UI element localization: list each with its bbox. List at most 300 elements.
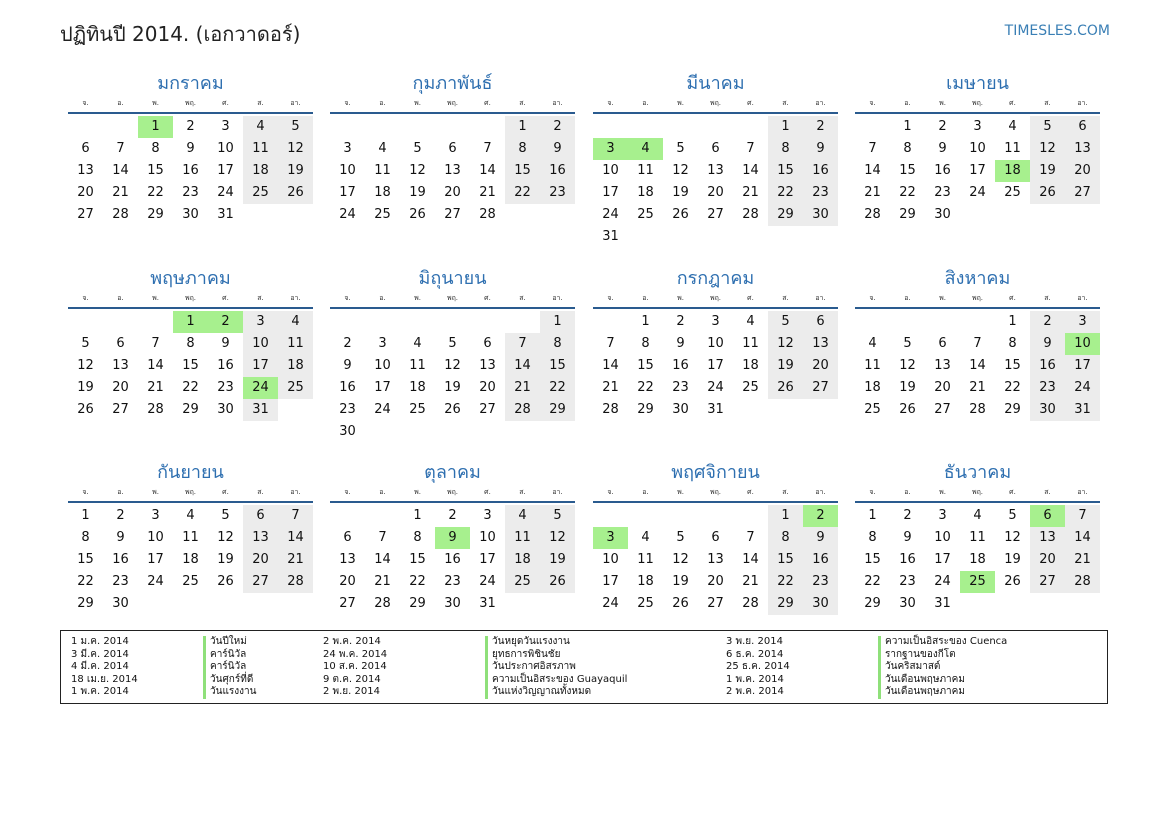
day-cell: 21: [742, 574, 759, 589]
day-cell: 30: [934, 207, 951, 222]
day-cell: 2: [343, 336, 352, 351]
day-cell: 12: [409, 163, 426, 178]
empty-cell: [663, 116, 698, 138]
weekday-label: อ.: [642, 294, 649, 302]
day-cell: 16: [182, 163, 199, 178]
weekday-label: อ.: [117, 99, 124, 107]
holiday-name: วันปีใหม่: [210, 636, 247, 647]
day-cell: 31: [1065, 399, 1100, 421]
weekday-label: จ.: [82, 488, 89, 496]
day-cell: 28: [742, 596, 759, 611]
day-grid: [68, 311, 313, 421]
empty-cell: [890, 311, 925, 333]
day-cell: 6: [343, 530, 352, 545]
month-divider: [855, 112, 1100, 114]
day-cell: 31: [243, 399, 278, 421]
day-cell: 18: [505, 549, 540, 571]
weekday-label: ส.: [519, 488, 526, 496]
holiday-date: 1 ม.ค. 2014: [71, 636, 129, 647]
holiday-date: 3 พ.ย. 2014: [726, 636, 783, 647]
weekday-header: [855, 98, 1100, 110]
empty-cell: [138, 311, 173, 333]
day-cell: 14: [742, 163, 759, 178]
day-cell: 18: [374, 185, 391, 200]
day-cell: 21: [969, 380, 986, 395]
day-cell: 12: [899, 358, 916, 373]
day-cell: 10: [479, 530, 496, 545]
day-cell: 1: [641, 314, 650, 329]
empty-cell: [400, 311, 435, 333]
day-cell: 19: [1030, 160, 1065, 182]
month-divider: [593, 307, 838, 309]
day-cell: 24: [707, 380, 724, 395]
day-cell: 2: [1030, 311, 1065, 333]
weekday-label: อา.: [290, 99, 301, 107]
weekday-label: ส.: [1044, 294, 1051, 302]
holiday-day-cell: 2: [803, 505, 838, 527]
day-cell: 28: [479, 207, 496, 222]
day-cell: 28: [742, 207, 759, 222]
day-cell: 7: [606, 336, 615, 351]
day-cell: 19: [672, 574, 689, 589]
day-cell: 7: [973, 336, 982, 351]
day-cell: 7: [1065, 505, 1100, 527]
day-cell: 27: [479, 402, 496, 417]
day-cell: 14: [969, 358, 986, 373]
weekday-header: [593, 98, 838, 110]
empty-cell: [68, 116, 103, 138]
day-cell: 26: [1030, 182, 1065, 204]
day-cell: 12: [768, 333, 803, 355]
day-cell: 4: [1008, 119, 1017, 134]
weekday-label: พฤ.: [971, 294, 984, 302]
weekday-label: จ.: [607, 488, 614, 496]
holiday-day-cell: 6: [1030, 505, 1065, 527]
weekday-label: อ.: [642, 99, 649, 107]
month-title: กันยายน: [157, 462, 224, 483]
holiday-name: วันศุกร์ที่ดี: [210, 673, 254, 685]
day-cell: 4: [505, 505, 540, 527]
month-divider: [68, 112, 313, 114]
day-cell: 28: [1065, 571, 1100, 593]
day-cell: 10: [602, 163, 619, 178]
day-cell: 24: [374, 402, 391, 417]
day-cell: 20: [1030, 549, 1065, 571]
day-cell: 6: [938, 336, 947, 351]
weekday-label: พฤ.: [971, 99, 984, 107]
day-cell: 6: [448, 141, 457, 156]
day-cell: 16: [444, 552, 461, 567]
day-cell: 10: [707, 336, 724, 351]
empty-cell: [733, 116, 768, 138]
day-cell: 7: [278, 505, 313, 527]
day-cell: 20: [934, 380, 951, 395]
day-cell: 14: [742, 552, 759, 567]
day-cell: 23: [672, 380, 689, 395]
day-cell: 27: [339, 596, 356, 611]
day-cell: 21: [864, 185, 881, 200]
day-cell: 13: [707, 163, 724, 178]
day-cell: 22: [540, 377, 575, 399]
empty-cell: [733, 505, 768, 527]
day-cell: 29: [409, 596, 426, 611]
day-cell: 7: [746, 141, 755, 156]
holiday-date: 6 ธ.ค. 2014: [726, 648, 784, 660]
weekday-label: อ.: [642, 488, 649, 496]
empty-cell: [68, 311, 103, 333]
day-cell: 6: [243, 505, 278, 527]
day-cell: 29: [768, 204, 803, 226]
day-cell: 27: [707, 596, 724, 611]
day-cell: 13: [1030, 527, 1065, 549]
day-cell: 19: [899, 380, 916, 395]
holiday-name: ยุทธการพิชินชัย: [492, 648, 561, 660]
day-cell: 8: [1008, 336, 1017, 351]
day-cell: 29: [540, 399, 575, 421]
day-cell: 22: [864, 574, 881, 589]
weekday-label: อา.: [552, 294, 563, 302]
day-cell: 23: [1030, 377, 1065, 399]
month-title: พฤศจิกายน: [671, 462, 760, 483]
weekday-label: จ.: [869, 99, 876, 107]
day-cell: 24: [147, 574, 164, 589]
day-cell: 10: [243, 333, 278, 355]
holiday-name: ความเป็นอิสระของ Cuenca: [885, 636, 1008, 647]
day-cell: 10: [602, 552, 619, 567]
holiday-date: 25 ธ.ค. 2014: [726, 661, 790, 673]
day-cell: 9: [803, 527, 838, 549]
day-cell: 22: [409, 574, 426, 589]
day-cell: 20: [444, 185, 461, 200]
day-cell: 24: [479, 574, 496, 589]
day-cell: 22: [182, 380, 199, 395]
weekday-label: ส.: [1044, 488, 1051, 496]
day-cell: 17: [217, 163, 234, 178]
day-cell: 13: [339, 552, 356, 567]
day-cell: 7: [483, 141, 492, 156]
weekday-label: จ.: [344, 99, 351, 107]
weekday-label: อ.: [379, 294, 386, 302]
day-grid: [330, 116, 575, 226]
weekday-label: ส.: [519, 99, 526, 107]
day-cell: 8: [505, 138, 540, 160]
day-cell: 16: [1030, 355, 1065, 377]
day-cell: 20: [243, 549, 278, 571]
month-calendar: [593, 459, 838, 615]
day-cell: 13: [77, 163, 94, 178]
weekday-label: ศ.: [747, 99, 754, 107]
empty-cell: [365, 116, 400, 138]
day-cell: 22: [637, 380, 654, 395]
weekday-label: พฤ.: [446, 294, 459, 302]
weekday-label: พ.: [414, 294, 421, 302]
weekday-label: พ.: [939, 488, 946, 496]
holiday-list: [60, 630, 1108, 704]
day-cell: 3: [938, 508, 947, 523]
weekday-header: [330, 487, 575, 499]
day-cell: 9: [938, 141, 947, 156]
holiday-date: 9 ต.ค. 2014: [323, 673, 381, 685]
day-cell: 16: [112, 552, 129, 567]
day-cell: 13: [243, 527, 278, 549]
day-cell: 4: [746, 314, 755, 329]
holiday-day-cell: 1: [138, 116, 173, 138]
day-cell: 28: [505, 399, 540, 421]
day-cell: 2: [938, 119, 947, 134]
day-cell: 12: [217, 530, 234, 545]
day-cell: 1: [540, 311, 575, 333]
weekday-label: พ.: [152, 488, 159, 496]
month-title: มกราคม: [157, 73, 224, 94]
day-cell: 15: [540, 355, 575, 377]
weekday-label: ส.: [257, 294, 264, 302]
day-cell: 15: [77, 552, 94, 567]
day-cell: 1: [1008, 314, 1017, 329]
weekday-label: จ.: [344, 488, 351, 496]
day-cell: 2: [448, 508, 457, 523]
month-title: กรกฎาคม: [676, 268, 755, 289]
day-cell: 20: [479, 380, 496, 395]
day-cell: 21: [505, 377, 540, 399]
holiday-day-cell: 2: [208, 311, 243, 333]
day-cell: 4: [973, 508, 982, 523]
day-cell: 18: [409, 380, 426, 395]
day-cell: 1: [903, 119, 912, 134]
weekday-label: อา.: [815, 488, 826, 496]
weekday-label: อา.: [815, 294, 826, 302]
day-cell: 5: [448, 336, 457, 351]
weekday-label: ส.: [257, 99, 264, 107]
day-cell: 26: [278, 182, 313, 204]
day-cell: 3: [221, 119, 230, 134]
day-cell: 3: [483, 508, 492, 523]
day-cell: 30: [444, 596, 461, 611]
day-cell: 28: [278, 571, 313, 593]
day-cell: 26: [672, 596, 689, 611]
holiday-day-cell: 3: [593, 138, 628, 160]
day-cell: 22: [147, 185, 164, 200]
day-cell: 16: [899, 552, 916, 567]
empty-cell: [103, 116, 138, 138]
day-cell: 30: [217, 402, 234, 417]
day-cell: 14: [479, 163, 496, 178]
day-cell: 8: [641, 336, 650, 351]
weekday-label: พ.: [414, 99, 421, 107]
day-cell: 29: [864, 596, 881, 611]
day-cell: 23: [112, 574, 129, 589]
day-cell: 6: [711, 530, 720, 545]
day-cell: 10: [217, 141, 234, 156]
empty-cell: [698, 116, 733, 138]
day-cell: 10: [969, 141, 986, 156]
day-cell: 15: [899, 163, 916, 178]
day-grid: [68, 505, 313, 615]
day-cell: 21: [112, 185, 129, 200]
day-cell: 3: [973, 119, 982, 134]
day-cell: 4: [378, 141, 387, 156]
day-cell: 26: [1004, 574, 1021, 589]
day-grid: [855, 505, 1100, 615]
empty-cell: [855, 116, 890, 138]
weekday-label: อา.: [290, 488, 301, 496]
weekday-label: พ.: [414, 488, 421, 496]
day-cell: 28: [374, 596, 391, 611]
day-cell: 25: [278, 377, 313, 399]
holiday-date: 10 ส.ค. 2014: [323, 661, 387, 673]
month-title: กุมภาพันธ์: [412, 73, 493, 94]
month-title: เมษายน: [946, 73, 1009, 94]
day-cell: 23: [934, 185, 951, 200]
weekday-header: [330, 98, 575, 110]
day-cell: 30: [1030, 399, 1065, 421]
day-cell: 6: [81, 141, 90, 156]
day-cell: 23: [444, 574, 461, 589]
day-cell: 19: [540, 549, 575, 571]
day-cell: 11: [505, 527, 540, 549]
day-cell: 23: [899, 574, 916, 589]
month-calendar: [68, 70, 313, 226]
day-cell: 23: [803, 571, 838, 593]
day-cell: 21: [742, 185, 759, 200]
day-cell: 21: [602, 380, 619, 395]
day-cell: 4: [868, 336, 877, 351]
day-cell: 10: [934, 530, 951, 545]
weekday-label: จ.: [82, 99, 89, 107]
day-grid: [593, 116, 838, 248]
day-cell: 25: [409, 402, 426, 417]
day-cell: 4: [413, 336, 422, 351]
day-cell: 19: [217, 552, 234, 567]
day-cell: 14: [864, 163, 881, 178]
day-cell: 25: [637, 207, 654, 222]
day-cell: 8: [186, 336, 195, 351]
day-cell: 29: [182, 402, 199, 417]
day-cell: 27: [444, 207, 461, 222]
day-cell: 26: [444, 402, 461, 417]
holiday-name: วันคริสมาสต์: [885, 661, 941, 673]
day-cell: 19: [672, 185, 689, 200]
day-cell: 12: [278, 138, 313, 160]
day-cell: 14: [602, 358, 619, 373]
day-cell: 23: [803, 182, 838, 204]
day-cell: 13: [803, 333, 838, 355]
holiday-date: 4 มี.ค. 2014: [71, 661, 129, 673]
day-cell: 25: [637, 596, 654, 611]
holiday-date-column: [71, 636, 201, 699]
holiday-name: คาร์นิวัล: [210, 661, 247, 673]
day-cell: 28: [147, 402, 164, 417]
day-cell: 31: [934, 596, 951, 611]
holiday-name: วันแห่งวิญญาณทั้งหมด: [492, 686, 592, 698]
day-cell: 21: [147, 380, 164, 395]
day-cell: 18: [637, 185, 654, 200]
day-cell: 5: [768, 311, 803, 333]
day-cell: 11: [243, 138, 278, 160]
day-cell: 15: [1004, 358, 1021, 373]
day-cell: 8: [81, 530, 90, 545]
weekday-label: จ.: [869, 488, 876, 496]
weekday-label: อา.: [552, 488, 563, 496]
day-cell: 26: [540, 571, 575, 593]
day-cell: 12: [540, 527, 575, 549]
day-cell: 24: [1065, 377, 1100, 399]
weekday-label: อ.: [117, 294, 124, 302]
weekday-label: อา.: [1077, 488, 1088, 496]
day-cell: 17: [147, 552, 164, 567]
day-cell: 9: [540, 138, 575, 160]
day-cell: 8: [540, 333, 575, 355]
day-cell: 5: [903, 336, 912, 351]
day-cell: 23: [182, 185, 199, 200]
weekday-label: ศ.: [747, 488, 754, 496]
day-cell: 6: [483, 336, 492, 351]
day-cell: 8: [413, 530, 422, 545]
day-cell: 9: [343, 358, 352, 373]
month-divider: [855, 307, 1100, 309]
day-cell: 22: [768, 571, 803, 593]
day-cell: 15: [505, 160, 540, 182]
day-cell: 22: [899, 185, 916, 200]
day-cell: 23: [217, 380, 234, 395]
day-cell: 17: [602, 574, 619, 589]
day-cell: 6: [1065, 116, 1100, 138]
weekday-label: พ.: [677, 99, 684, 107]
day-cell: 21: [278, 549, 313, 571]
day-cell: 24: [969, 185, 986, 200]
holiday-name: วันประกาศอิสรภาพ: [492, 661, 576, 673]
day-cell: 20: [339, 574, 356, 589]
day-cell: 3: [343, 141, 352, 156]
day-cell: 24: [602, 596, 619, 611]
day-cell: 1: [505, 116, 540, 138]
day-cell: 14: [1065, 527, 1100, 549]
day-cell: 20: [707, 574, 724, 589]
holiday-date: 1 พ.ค. 2014: [726, 673, 784, 685]
month-calendar: [593, 70, 838, 248]
holiday-name-column: [203, 636, 256, 699]
day-cell: 30: [899, 596, 916, 611]
day-cell: 30: [803, 204, 838, 226]
empty-cell: [698, 505, 733, 527]
weekday-label: พ.: [677, 488, 684, 496]
weekday-label: อา.: [815, 99, 826, 107]
weekday-label: อา.: [1077, 294, 1088, 302]
empty-cell: [435, 311, 470, 333]
holiday-name: วันเดือนพฤษภาคม: [885, 673, 965, 685]
holiday-name-column: [485, 636, 627, 699]
day-cell: 29: [768, 593, 803, 615]
day-cell: 27: [112, 402, 129, 417]
day-cell: 18: [742, 358, 759, 373]
site-link[interactable]: TIMESLES.COM: [1004, 23, 1110, 39]
day-cell: 11: [969, 530, 986, 545]
empty-cell: [400, 116, 435, 138]
empty-cell: [663, 505, 698, 527]
weekday-header: [68, 293, 313, 305]
day-cell: 29: [637, 402, 654, 417]
day-cell: 5: [278, 116, 313, 138]
weekday-label: พฤ.: [709, 99, 722, 107]
day-cell: 17: [479, 552, 496, 567]
day-cell: 7: [868, 141, 877, 156]
day-cell: 25: [864, 402, 881, 417]
day-cell: 11: [409, 358, 426, 373]
weekday-header: [855, 487, 1100, 499]
holiday-day-cell: 10: [1065, 333, 1100, 355]
day-cell: 5: [81, 336, 90, 351]
day-cell: 13: [112, 358, 129, 373]
weekday-label: พฤ.: [184, 294, 197, 302]
